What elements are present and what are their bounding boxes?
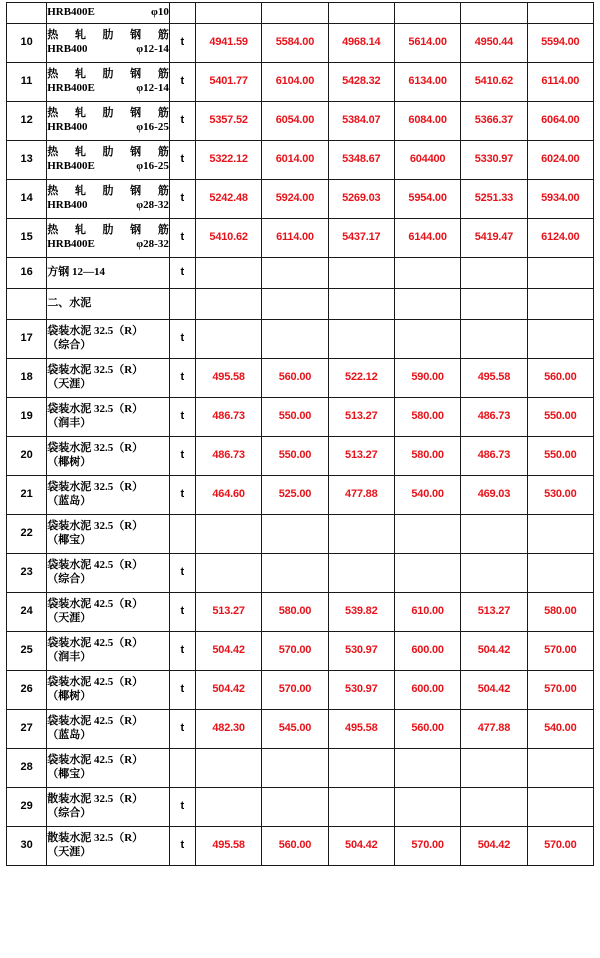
price-cell: 513.27 — [461, 593, 527, 632]
price-cell: 504.42 — [195, 632, 261, 671]
unit-cell: t — [169, 24, 195, 63]
material-name-line: 袋装水泥 32.5（R） — [47, 442, 144, 455]
price-cell — [461, 3, 527, 24]
row-number: 10 — [7, 24, 47, 63]
material-name-line: HRB400 φ12-14 — [47, 43, 169, 55]
price-cell: 560.00 — [262, 359, 328, 398]
price-cell: 5330.97 — [461, 141, 527, 180]
material-name-line: 热 轧 肋 钢 筋 — [47, 185, 169, 198]
material-name — [47, 827, 170, 866]
material-name-line: 散装水泥 32.5（R） — [47, 832, 144, 845]
price-cell: 5251.33 — [461, 180, 527, 219]
price-cell: 580.00 — [262, 593, 328, 632]
price-cell: 4941.59 — [195, 24, 261, 63]
table-row — [7, 632, 594, 671]
table-row — [7, 398, 594, 437]
table-row — [7, 320, 594, 359]
price-cell: 550.00 — [527, 437, 593, 476]
price-cell: 6104.00 — [262, 63, 328, 102]
row-number: 18 — [7, 359, 47, 398]
material-name-line: HRB400E φ10 — [47, 6, 169, 19]
unit-cell — [169, 515, 195, 554]
material-name — [47, 749, 170, 788]
material-name-line: 袋装水泥 42.5（R） — [47, 598, 144, 611]
price-cell: 5357.52 — [195, 102, 261, 141]
price-cell: 5366.37 — [461, 102, 527, 141]
unit-cell: t — [169, 710, 195, 749]
material-name — [47, 593, 170, 632]
table-row — [7, 515, 594, 554]
material-name — [47, 141, 170, 180]
table-row — [7, 359, 594, 398]
material-name-line: 热 轧 肋 钢 筋 — [47, 29, 169, 42]
price-cell — [527, 554, 593, 593]
price-cell: 504.42 — [461, 827, 527, 866]
unit-cell — [169, 749, 195, 788]
price-cell: 570.00 — [527, 827, 593, 866]
material-name-line: （天涯） — [47, 612, 92, 624]
row-number: 25 — [7, 632, 47, 671]
price-cell: 530.00 — [527, 476, 593, 515]
price-cell — [461, 320, 527, 359]
material-name-line: 袋装水泥 32.5（R） — [47, 520, 144, 533]
price-cell: 550.00 — [262, 398, 328, 437]
price-cell: 513.27 — [195, 593, 261, 632]
row-number: 29 — [7, 788, 47, 827]
table-row — [7, 788, 594, 827]
price-cell — [527, 3, 593, 24]
price-cell — [195, 289, 261, 320]
row-number: 11 — [7, 63, 47, 102]
price-cell: 5437.17 — [328, 219, 394, 258]
price-cell: 5410.62 — [461, 63, 527, 102]
price-cell: 545.00 — [262, 710, 328, 749]
price-cell: 600.00 — [394, 671, 460, 710]
material-name-line: 热 轧 肋 钢 筋 — [47, 224, 169, 237]
material-name-line: HRB400 φ28-32 — [47, 199, 169, 211]
unit-cell: t — [169, 632, 195, 671]
material-name — [47, 710, 170, 749]
price-cell — [262, 515, 328, 554]
unit-cell: t — [169, 554, 195, 593]
material-name — [47, 258, 170, 289]
price-cell: 580.00 — [527, 593, 593, 632]
price-cell: 486.73 — [195, 398, 261, 437]
price-cell — [461, 749, 527, 788]
price-cell: 570.00 — [394, 827, 460, 866]
price-cell — [527, 515, 593, 554]
material-name-line: 袋装水泥 32.5（R） — [47, 481, 144, 494]
price-cell: 570.00 — [527, 671, 593, 710]
material-name-line: 热 轧 肋 钢 筋 — [47, 146, 169, 159]
row-number: 27 — [7, 710, 47, 749]
material-name-line: 袋装水泥 32.5（R） — [47, 403, 144, 416]
price-cell: 495.58 — [195, 827, 261, 866]
material-name — [47, 788, 170, 827]
price-cell: 4950.44 — [461, 24, 527, 63]
row-number: 15 — [7, 219, 47, 258]
unit-cell: t — [169, 788, 195, 827]
price-cell — [461, 515, 527, 554]
price-cell: 469.03 — [461, 476, 527, 515]
price-cell — [394, 289, 460, 320]
price-cell: 504.42 — [461, 632, 527, 671]
material-name — [47, 515, 170, 554]
price-cell: 530.97 — [328, 632, 394, 671]
row-number: 24 — [7, 593, 47, 632]
price-cell: 560.00 — [527, 359, 593, 398]
price-cell — [328, 289, 394, 320]
price-cell: 550.00 — [527, 398, 593, 437]
price-cell — [262, 3, 328, 24]
price-cell: 5934.00 — [527, 180, 593, 219]
material-name-line: 热 轧 肋 钢 筋 — [47, 68, 169, 81]
table-row — [7, 3, 594, 24]
material-name-line: （椰树） — [47, 456, 92, 468]
price-cell: 495.58 — [195, 359, 261, 398]
price-cell: 522.12 — [328, 359, 394, 398]
price-cell — [262, 258, 328, 289]
price-cell: 486.73 — [461, 398, 527, 437]
table-row — [7, 749, 594, 788]
material-name-line: （椰树） — [47, 690, 92, 702]
material-name-line: （综合） — [47, 339, 92, 351]
table-row — [7, 102, 594, 141]
table-row — [7, 671, 594, 710]
row-number: 14 — [7, 180, 47, 219]
row-number: 26 — [7, 671, 47, 710]
price-cell — [262, 554, 328, 593]
material-name — [47, 437, 170, 476]
price-cell: 6014.00 — [262, 141, 328, 180]
material-name — [47, 398, 170, 437]
unit-cell: t — [169, 219, 195, 258]
price-cell — [195, 788, 261, 827]
price-cell: 4968.14 — [328, 24, 394, 63]
price-cell: 539.82 — [328, 593, 394, 632]
price-cell: 6124.00 — [527, 219, 593, 258]
price-cell — [262, 320, 328, 359]
price-cell: 5614.00 — [394, 24, 460, 63]
price-cell: 5954.00 — [394, 180, 460, 219]
price-cell — [328, 258, 394, 289]
material-name-line: HRB400 φ16-25 — [47, 121, 169, 133]
price-cell — [394, 749, 460, 788]
price-cell: 495.58 — [328, 710, 394, 749]
row-number: 22 — [7, 515, 47, 554]
material-name — [47, 219, 170, 258]
price-cell — [461, 258, 527, 289]
material-name-line: 袋装水泥 32.5（R） — [47, 364, 144, 377]
price-cell — [527, 258, 593, 289]
price-cell — [195, 320, 261, 359]
table-row — [7, 437, 594, 476]
row-number: 19 — [7, 398, 47, 437]
price-cell — [527, 749, 593, 788]
material-name — [47, 63, 170, 102]
material-name-line: 袋装水泥 42.5（R） — [47, 559, 144, 572]
row-number: 17 — [7, 320, 47, 359]
price-cell: 6134.00 — [394, 63, 460, 102]
price-cell — [394, 320, 460, 359]
material-name-line: （天涯） — [47, 846, 92, 858]
material-name-line: （综合） — [47, 573, 92, 585]
price-cell: 504.42 — [461, 671, 527, 710]
price-cell — [394, 554, 460, 593]
price-cell: 477.88 — [461, 710, 527, 749]
unit-cell: t — [169, 258, 195, 289]
price-cell — [394, 515, 460, 554]
price-cell: 5384.07 — [328, 102, 394, 141]
material-name — [47, 476, 170, 515]
unit-cell — [169, 3, 195, 24]
price-cell: 610.00 — [394, 593, 460, 632]
material-name — [47, 24, 170, 63]
material-name-line: HRB400E φ12-14 — [47, 82, 169, 94]
table-row — [7, 63, 594, 102]
price-cell: 6144.00 — [394, 219, 460, 258]
unit-cell: t — [169, 102, 195, 141]
price-cell: 540.00 — [527, 710, 593, 749]
price-cell: 600.00 — [394, 632, 460, 671]
section-heading — [47, 289, 170, 320]
price-cell — [394, 3, 460, 24]
price-cell: 530.97 — [328, 671, 394, 710]
row-number: 12 — [7, 102, 47, 141]
price-cell: 6084.00 — [394, 102, 460, 141]
unit-cell: t — [169, 320, 195, 359]
price-cell: 5269.03 — [328, 180, 394, 219]
material-name-line: （综合） — [47, 807, 92, 819]
price-cell: 5419.47 — [461, 219, 527, 258]
price-cell — [527, 788, 593, 827]
price-cell — [195, 3, 261, 24]
material-name-line: （蓝岛） — [47, 495, 92, 507]
row-number — [7, 289, 47, 320]
unit-cell: t — [169, 593, 195, 632]
row-number: 30 — [7, 827, 47, 866]
material-name-line: （蓝岛） — [47, 729, 92, 741]
row-number: 21 — [7, 476, 47, 515]
price-cell — [328, 320, 394, 359]
material-name — [47, 632, 170, 671]
material-name-line: （椰宝） — [47, 768, 92, 780]
price-cell — [328, 3, 394, 24]
material-name — [47, 180, 170, 219]
price-cell: 550.00 — [262, 437, 328, 476]
price-cell — [328, 749, 394, 788]
price-cell: 604400 — [394, 141, 460, 180]
price-cell: 540.00 — [394, 476, 460, 515]
price-cell: 590.00 — [394, 359, 460, 398]
price-cell: 5348.67 — [328, 141, 394, 180]
price-cell — [328, 554, 394, 593]
price-cell: 5428.32 — [328, 63, 394, 102]
price-cell: 560.00 — [262, 827, 328, 866]
row-number: 28 — [7, 749, 47, 788]
material-name-line: 袋装水泥 32.5（R） — [47, 325, 144, 338]
price-cell — [461, 788, 527, 827]
table-row — [7, 141, 594, 180]
material-name-line: （天涯） — [47, 378, 92, 390]
material-name-line: 袋装水泥 42.5（R） — [47, 637, 144, 650]
table-row — [7, 24, 594, 63]
price-cell: 580.00 — [394, 398, 460, 437]
price-cell: 6114.00 — [262, 219, 328, 258]
price-cell: 5584.00 — [262, 24, 328, 63]
unit-cell: t — [169, 63, 195, 102]
material-name — [47, 359, 170, 398]
table-row — [7, 827, 594, 866]
material-name-line: 袋装水泥 42.5（R） — [47, 754, 144, 767]
table-row — [7, 258, 594, 289]
price-cell: 482.30 — [195, 710, 261, 749]
price-cell: 570.00 — [262, 671, 328, 710]
material-name-line: （椰宝） — [47, 534, 92, 546]
material-name — [47, 3, 170, 24]
price-cell — [195, 515, 261, 554]
price-cell — [262, 749, 328, 788]
price-cell: 6024.00 — [527, 141, 593, 180]
price-cell — [328, 515, 394, 554]
row-number — [7, 3, 47, 24]
unit-cell — [169, 289, 195, 320]
price-cell — [394, 258, 460, 289]
price-cell: 5401.77 — [195, 63, 261, 102]
material-price-table — [6, 2, 594, 866]
material-name-line: HRB400E φ28-32 — [47, 238, 169, 250]
material-name-line: 二、水泥 — [47, 297, 92, 310]
price-cell: 495.58 — [461, 359, 527, 398]
table-body — [7, 3, 594, 866]
price-cell: 570.00 — [262, 632, 328, 671]
price-cell: 513.27 — [328, 437, 394, 476]
row-number: 13 — [7, 141, 47, 180]
price-cell — [461, 554, 527, 593]
table-row — [7, 289, 594, 320]
unit-cell: t — [169, 437, 195, 476]
table-row — [7, 710, 594, 749]
price-cell — [262, 289, 328, 320]
table-row — [7, 593, 594, 632]
material-name — [47, 554, 170, 593]
price-cell — [195, 554, 261, 593]
price-cell: 6064.00 — [527, 102, 593, 141]
material-name — [47, 671, 170, 710]
price-cell: 525.00 — [262, 476, 328, 515]
price-cell — [262, 788, 328, 827]
material-name-line: 散装水泥 32.5（R） — [47, 793, 144, 806]
price-cell: 6114.00 — [527, 63, 593, 102]
price-cell: 5924.00 — [262, 180, 328, 219]
price-cell: 513.27 — [328, 398, 394, 437]
price-cell: 5410.62 — [195, 219, 261, 258]
price-cell: 477.88 — [328, 476, 394, 515]
unit-cell: t — [169, 398, 195, 437]
price-cell: 464.60 — [195, 476, 261, 515]
material-name-line: 方钢 12—14 — [47, 266, 105, 279]
material-name-line: HRB400E φ16-25 — [47, 160, 169, 172]
price-cell — [394, 788, 460, 827]
unit-cell: t — [169, 141, 195, 180]
price-cell: 6054.00 — [262, 102, 328, 141]
price-cell: 504.42 — [195, 671, 261, 710]
price-cell — [527, 289, 593, 320]
material-name-line: 热 轧 肋 钢 筋 — [47, 107, 169, 120]
material-name — [47, 102, 170, 141]
price-cell: 580.00 — [394, 437, 460, 476]
table-row — [7, 476, 594, 515]
price-cell: 5594.00 — [527, 24, 593, 63]
price-cell: 486.73 — [461, 437, 527, 476]
unit-cell: t — [169, 476, 195, 515]
material-name-line: （润丰） — [47, 417, 92, 429]
price-cell: 5322.12 — [195, 141, 261, 180]
price-cell — [195, 749, 261, 788]
row-number: 16 — [7, 258, 47, 289]
material-name-line: （润丰） — [47, 651, 92, 663]
price-cell — [328, 788, 394, 827]
price-cell — [461, 289, 527, 320]
table-row — [7, 180, 594, 219]
price-cell: 570.00 — [527, 632, 593, 671]
price-cell: 486.73 — [195, 437, 261, 476]
unit-cell: t — [169, 827, 195, 866]
unit-cell: t — [169, 359, 195, 398]
unit-cell: t — [169, 671, 195, 710]
price-cell: 5242.48 — [195, 180, 261, 219]
price-cell — [527, 320, 593, 359]
material-name-line: 袋装水泥 42.5（R） — [47, 715, 144, 728]
price-cell: 504.42 — [328, 827, 394, 866]
table-row — [7, 219, 594, 258]
row-number: 23 — [7, 554, 47, 593]
price-cell: 560.00 — [394, 710, 460, 749]
price-cell — [195, 258, 261, 289]
material-name — [47, 320, 170, 359]
unit-cell: t — [169, 180, 195, 219]
row-number: 20 — [7, 437, 47, 476]
material-name-line: 袋装水泥 42.5（R） — [47, 676, 144, 689]
table-row — [7, 554, 594, 593]
